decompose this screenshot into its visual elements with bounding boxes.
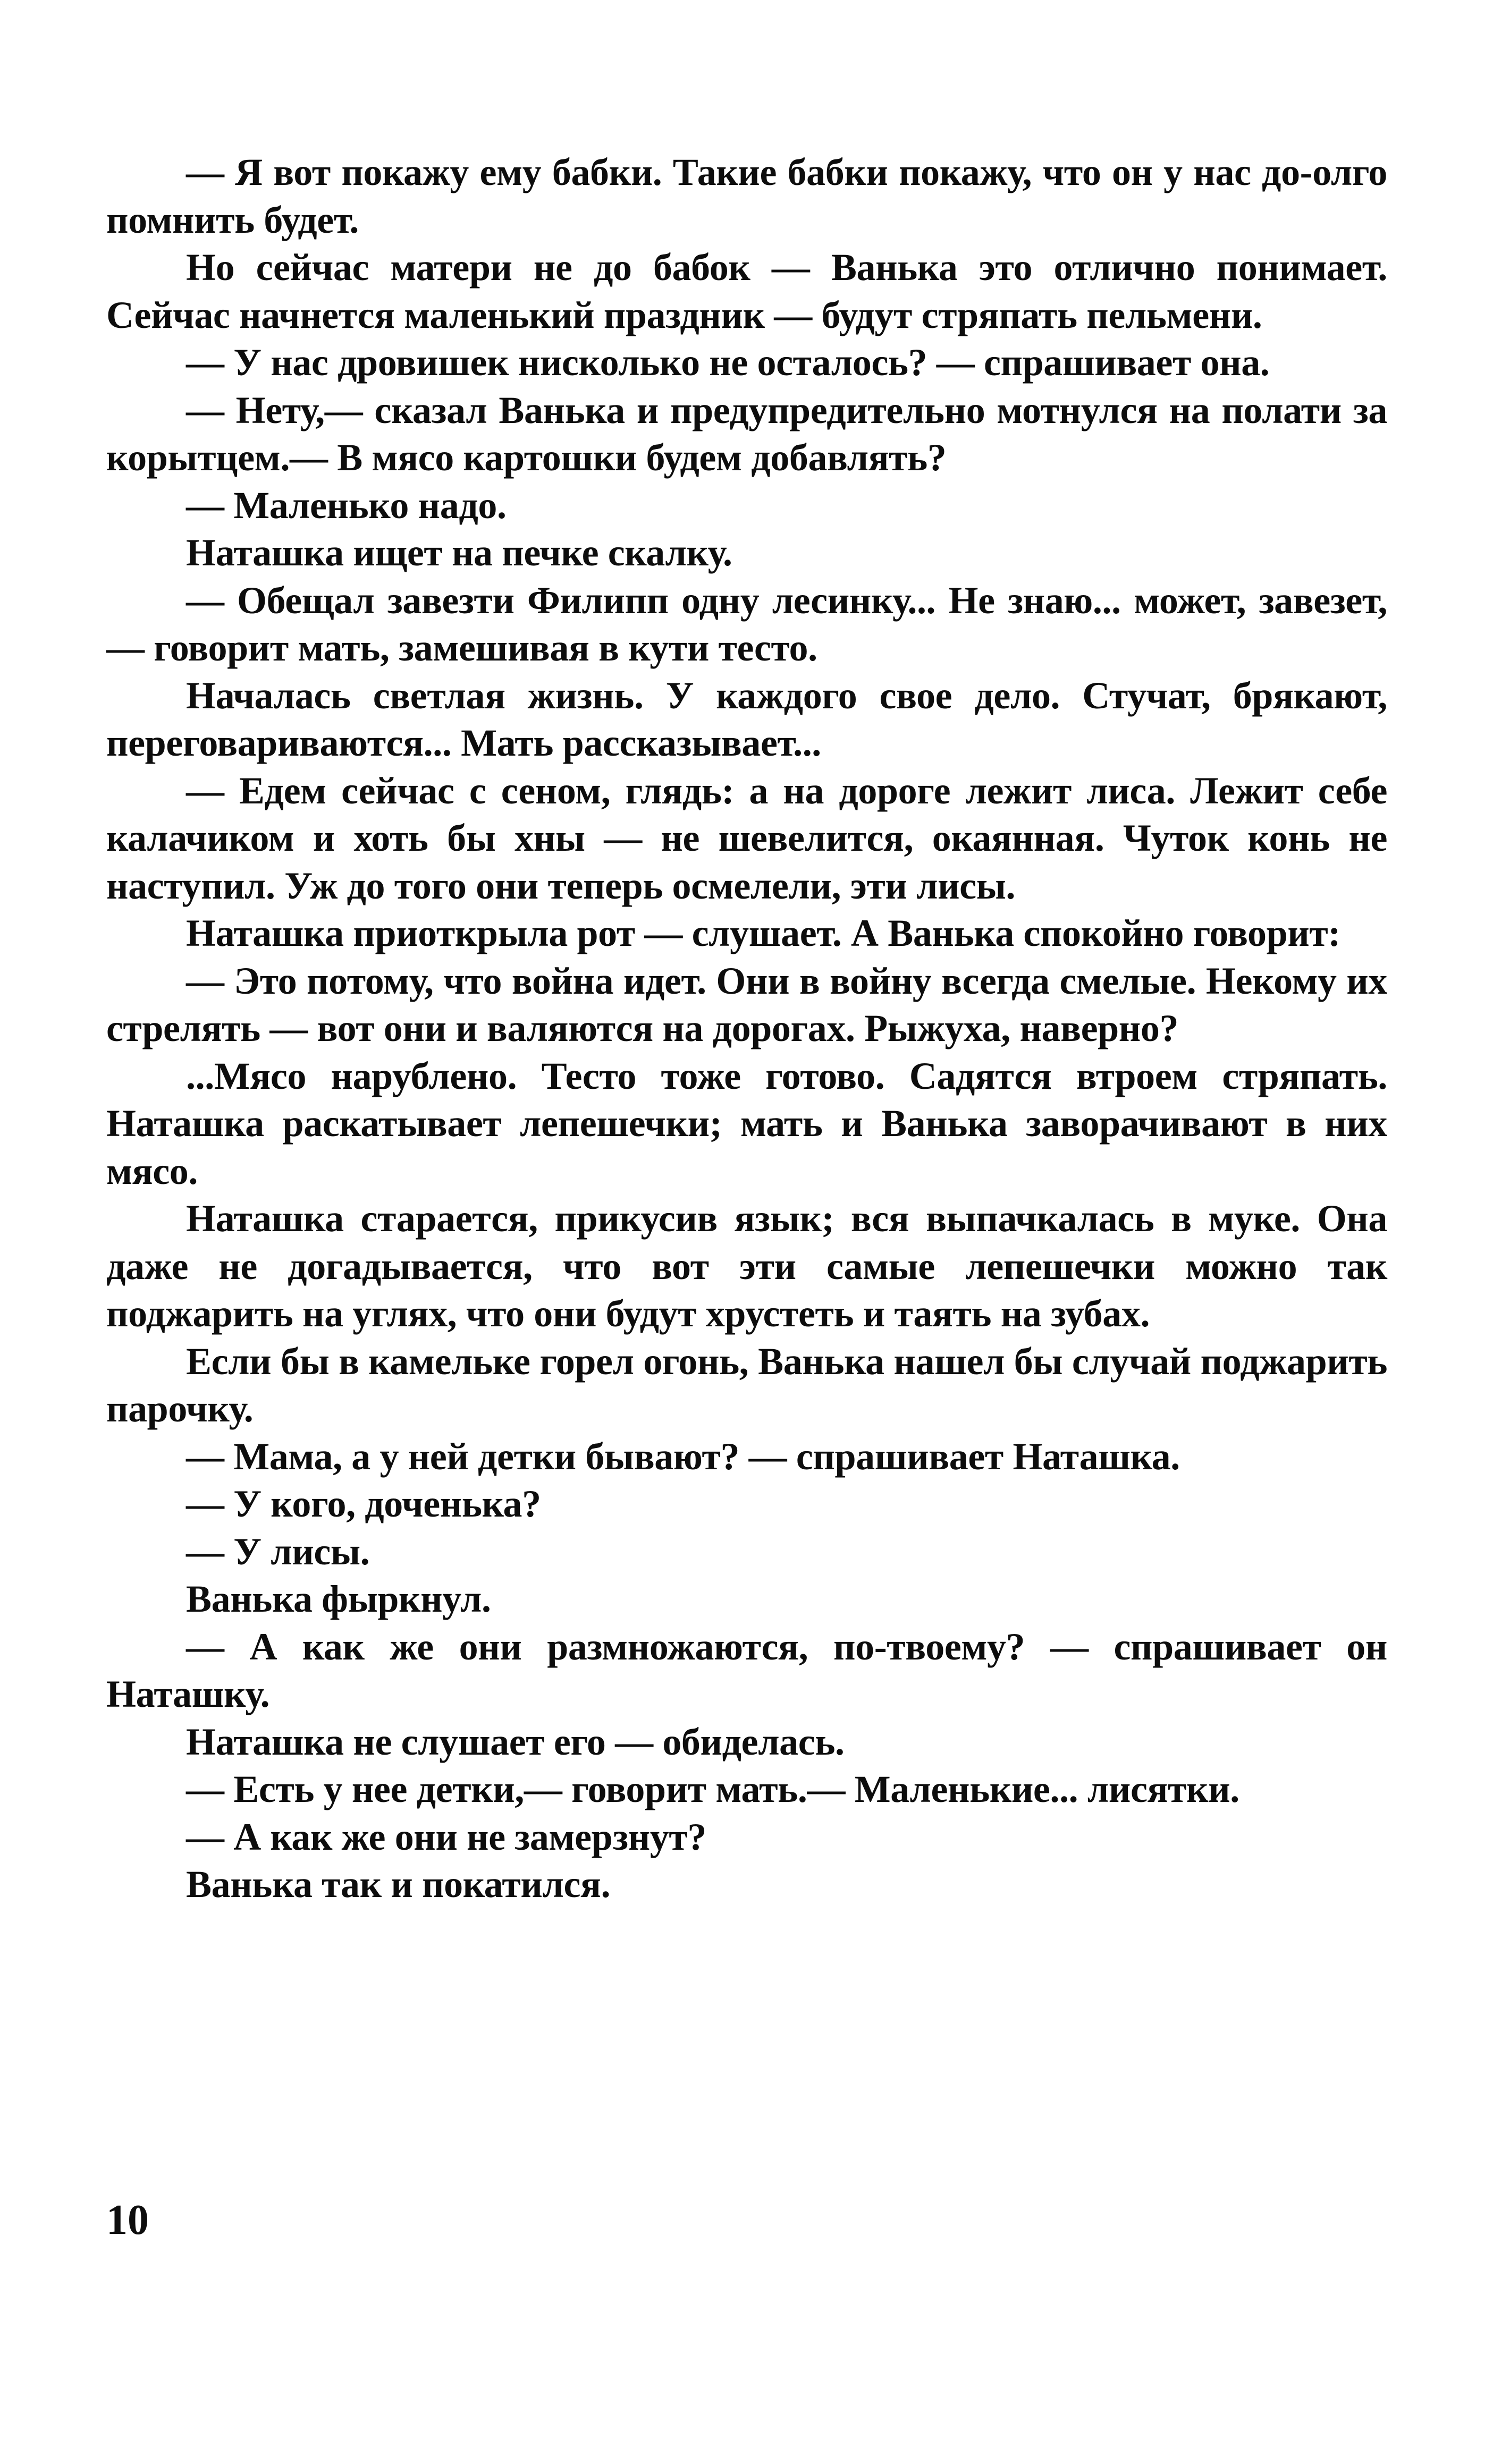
paragraph: — Едем сейчас с сеном, глядь: а на дороге лежит лиса. Лежит себе калачиком и хоть бы хны — не шевелится, окаянная. Чуток конь не наступил. Уж до того они теперь осмелели, эти лисы. xyxy=(106,769,1387,907)
paragraph: — А как же они размножаются, по-твоему? — спрашивает он Наташку. xyxy=(106,1625,1387,1715)
paragraph: — Мама, а у ней детки бывают? — спрашивает Наташка. xyxy=(186,1435,1180,1478)
paragraph: — А как же они не замерзнут? xyxy=(186,1815,706,1858)
paragraph: Ванька так и покатился. xyxy=(186,1863,611,1906)
paragraph: — У лисы. xyxy=(186,1530,370,1573)
paragraph: Но сейчас матери не до бабок — Ванька это отлично понимает. Сейчас начнется маленький праздник — будут стряпать пельмени. xyxy=(106,246,1387,336)
paragraph: — Нету,— сказал Ванька и предупредительно мотнулся на полати за корытцем.— В мясо картошки будем добавлять? xyxy=(106,388,1387,479)
paragraph: Началась светлая жизнь. У каждого свое дело. Стучат, брякают, переговариваются... Мать рассказывает... xyxy=(106,674,1387,764)
paragraph: Наташка приоткрыла рот — слушает. А Ванька спокойно говорит: xyxy=(186,912,1340,954)
paragraph: — У кого, доченька? xyxy=(186,1483,541,1525)
paragraph: Наташка не слушает его — обиделась. xyxy=(186,1720,845,1763)
paragraph: — Это потому, что война идет. Они в войну всегда смелые. Некому их стрелять — вот они и валяются на дорогах. Рыжуха, наверно? xyxy=(106,959,1387,1049)
paragraph: — Обещал завезти Филипп одну лесинку... Не знаю... может, завезет,— говорит мать, замешивая в кути тесто. xyxy=(106,579,1387,669)
paragraph: Если бы в камельке горел огонь, Ванька нашел бы случай поджарить парочку. xyxy=(106,1340,1387,1430)
paragraph: — Маленько надо. xyxy=(186,484,507,527)
paragraph: Наташка ищет на печке скалку. xyxy=(186,531,732,574)
paragraph: — Я вот покажу ему бабки. Такие бабки покажу, что он у нас до-олго помнить будет. xyxy=(106,151,1387,241)
paragraph: ...Мясо нарублено. Тесто тоже готово. Садятся втроем стряпать. Наташка раскатывает лепешечки; мать и Ванька заворачивают в них мясо. xyxy=(106,1054,1387,1192)
paragraph: — У нас дровишек нисколько не осталось? — спрашивает она. xyxy=(186,341,1270,384)
page-number: 10 xyxy=(106,2197,149,2243)
page-body-text xyxy=(106,149,1387,1909)
paragraph: — Есть у нее детки,— говорит мать.— Маленькие... лисятки. xyxy=(186,1768,1239,1810)
paragraph: Наташка старается, прикусив язык; вся выпачкалась в муке. Она даже не догадывается, что вот эти самые лепешечки можно так поджарить на углях, что они будут хрустеть и таять на зубах. xyxy=(106,1197,1387,1335)
paragraph: Ванька фыркнул. xyxy=(186,1578,491,1620)
